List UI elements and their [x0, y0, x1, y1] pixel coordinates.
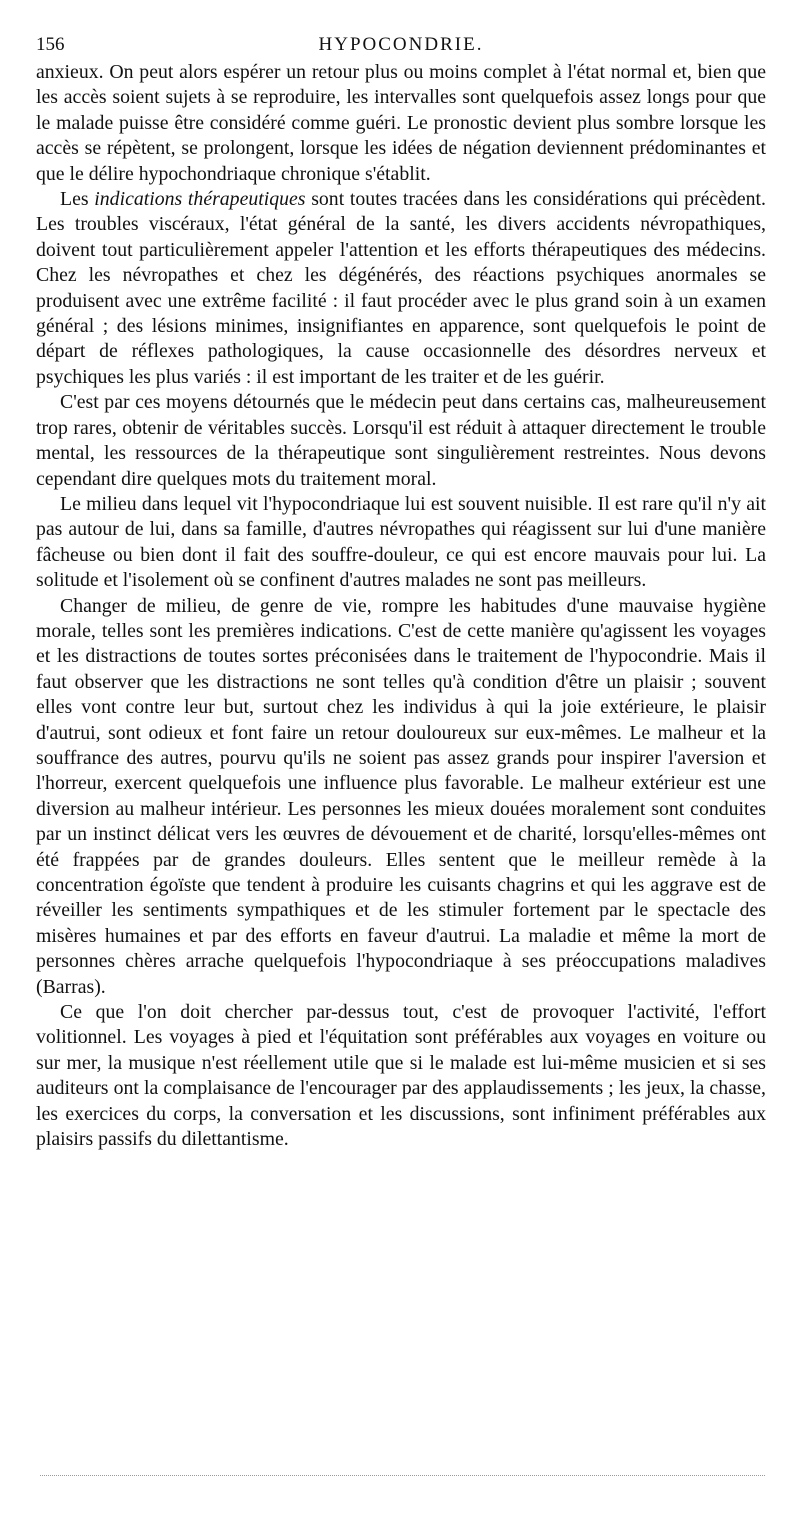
paragraph-4: Le milieu dans lequel vit l'hypocondriaque lui est souvent nuisible. Il est rare qu'il n'y ait pas autour de lui, dans sa famille, d'autres névropathes qui réagissent sur lui d'une manière fâcheuse ou bien dont il fait des souffre-douleur, ce qui est encore mauvais pour lui. La solitude et l'isolement où se confinent d'autres malades ne sont pas meilleurs. [36, 492, 766, 592]
paragraph-3: C'est par ces moyens détournés que le médecin peut dans certains cas, malheureusement trop rares, obtenir de véritables succès. Lorsqu'il est réduit à attaquer directement le trouble mental, les ressources de la thérapeutique sont singulièrement restreintes. Nous devons cependant dire quelques mots du traitement moral. [36, 391, 766, 490]
paragraph-2 [36, 187, 766, 390]
footer-rule [40, 1475, 765, 1476]
paragraph-6: Ce que l'on doit chercher par-dessus tout, c'est de provoquer l'activité, l'effort volitionnel. Les voyages à pied et l'équitation sont préférables aux voyages en voiture ou sur mer, la musique n'est réellement utile que si le malade est lui-même musicien et si ses auditeurs ont la complaisance de l'encourager par des applaudissements ; les jeux, la chasse, les exercices du corps, la conversation et les discussions, sont infiniment préférables aux plaisirs passifs du dilettantisme. [36, 1001, 766, 1151]
body-text [36, 60, 766, 1152]
book-page [36, 30, 766, 1152]
page-header [36, 30, 766, 60]
paragraph-2-emphasis: indications thérapeutiques [94, 188, 306, 211]
paragraph-1: anxieux. On peut alors espérer un retour plus ou moins complet à l'état normal et, bien que les accès soient sujets à se reproduire, les intervalles sont quelquefois assez longs pour que le malade puisse être considéré comme guéri. Le pronostic devient plus sombre lorsque les accès se répètent, se prolongent, lorsque les idées de négation deviennent prédominantes et que le délire hypochondriaque chronique s'établit. [36, 61, 766, 185]
paragraph-2-rest: sont toutes tracées dans les considérations qui précèdent. Les troubles viscéraux, l'état général de la santé, les divers accidents névropathiques, doivent tout particulièrement appeler l'attention et les efforts thérapeutiques des médecins. Chez les névropathes et chez les dégénérés, des réactions psychiques anormales se produisent avec une extrême facilité : il faut procéder avec le plus grand soin à un examen général ; des lésions minimes, insignifiantes en apparence, sont quelquefois le point de départ de réflexes pathologiques, la cause occasionnelle des désordres nerveux et psychiques les plus variés : il est important de les traiter et de les guérir. [36, 188, 766, 388]
paragraph-5: Changer de milieu, de genre de vie, rompre les habitudes d'une mauvaise hygiène morale, telles sont les premières indications. C'est de cette manière qu'agissent les voyages et les distractions de toutes sortes préconisées dans le traitement de l'hypocondrie. Mais il faut observer que les distractions ne sont telles qu'à condition d'être un plaisir ; souvent elles vont contre leur but, surtout chez les individus à qui la joie extérieure, le plaisir d'autrui, sont odieux et font faire un retour douloureux sur eux-mêmes. Le malheur et la souffrance des autres, pourvu qu'ils ne soient pas assez grands pour inspirer l'aversion et l'horreur, exercent quelquefois une influence plus favorable. Le malheur extérieur est une diversion au malheur intérieur. Les personnes les mieux douées moralement sont conduites par un instinct délicat vers les œuvres de dévouement et de charité, lorsqu'elles-mêmes ont été frappées par de grandes douleurs. Elles sentent que le meilleur remède à la concentration égoïste que tendent à produire les cuisants chagrins et qui les aggrave est de réveiller les sentiments sympathiques et de les stimuler fortement par le spectacle des misères humaines et par des efforts en faveur d'autrui. La maladie et même la mort de personnes chères arrache quelquefois l'hypocondriaque à ses préoccupations maladives (Barras). [36, 594, 766, 998]
page-number: 156 [36, 34, 65, 55]
paragraph-2-lead: Les [60, 188, 95, 211]
running-title: HYPOCONDRIE. [318, 34, 484, 55]
